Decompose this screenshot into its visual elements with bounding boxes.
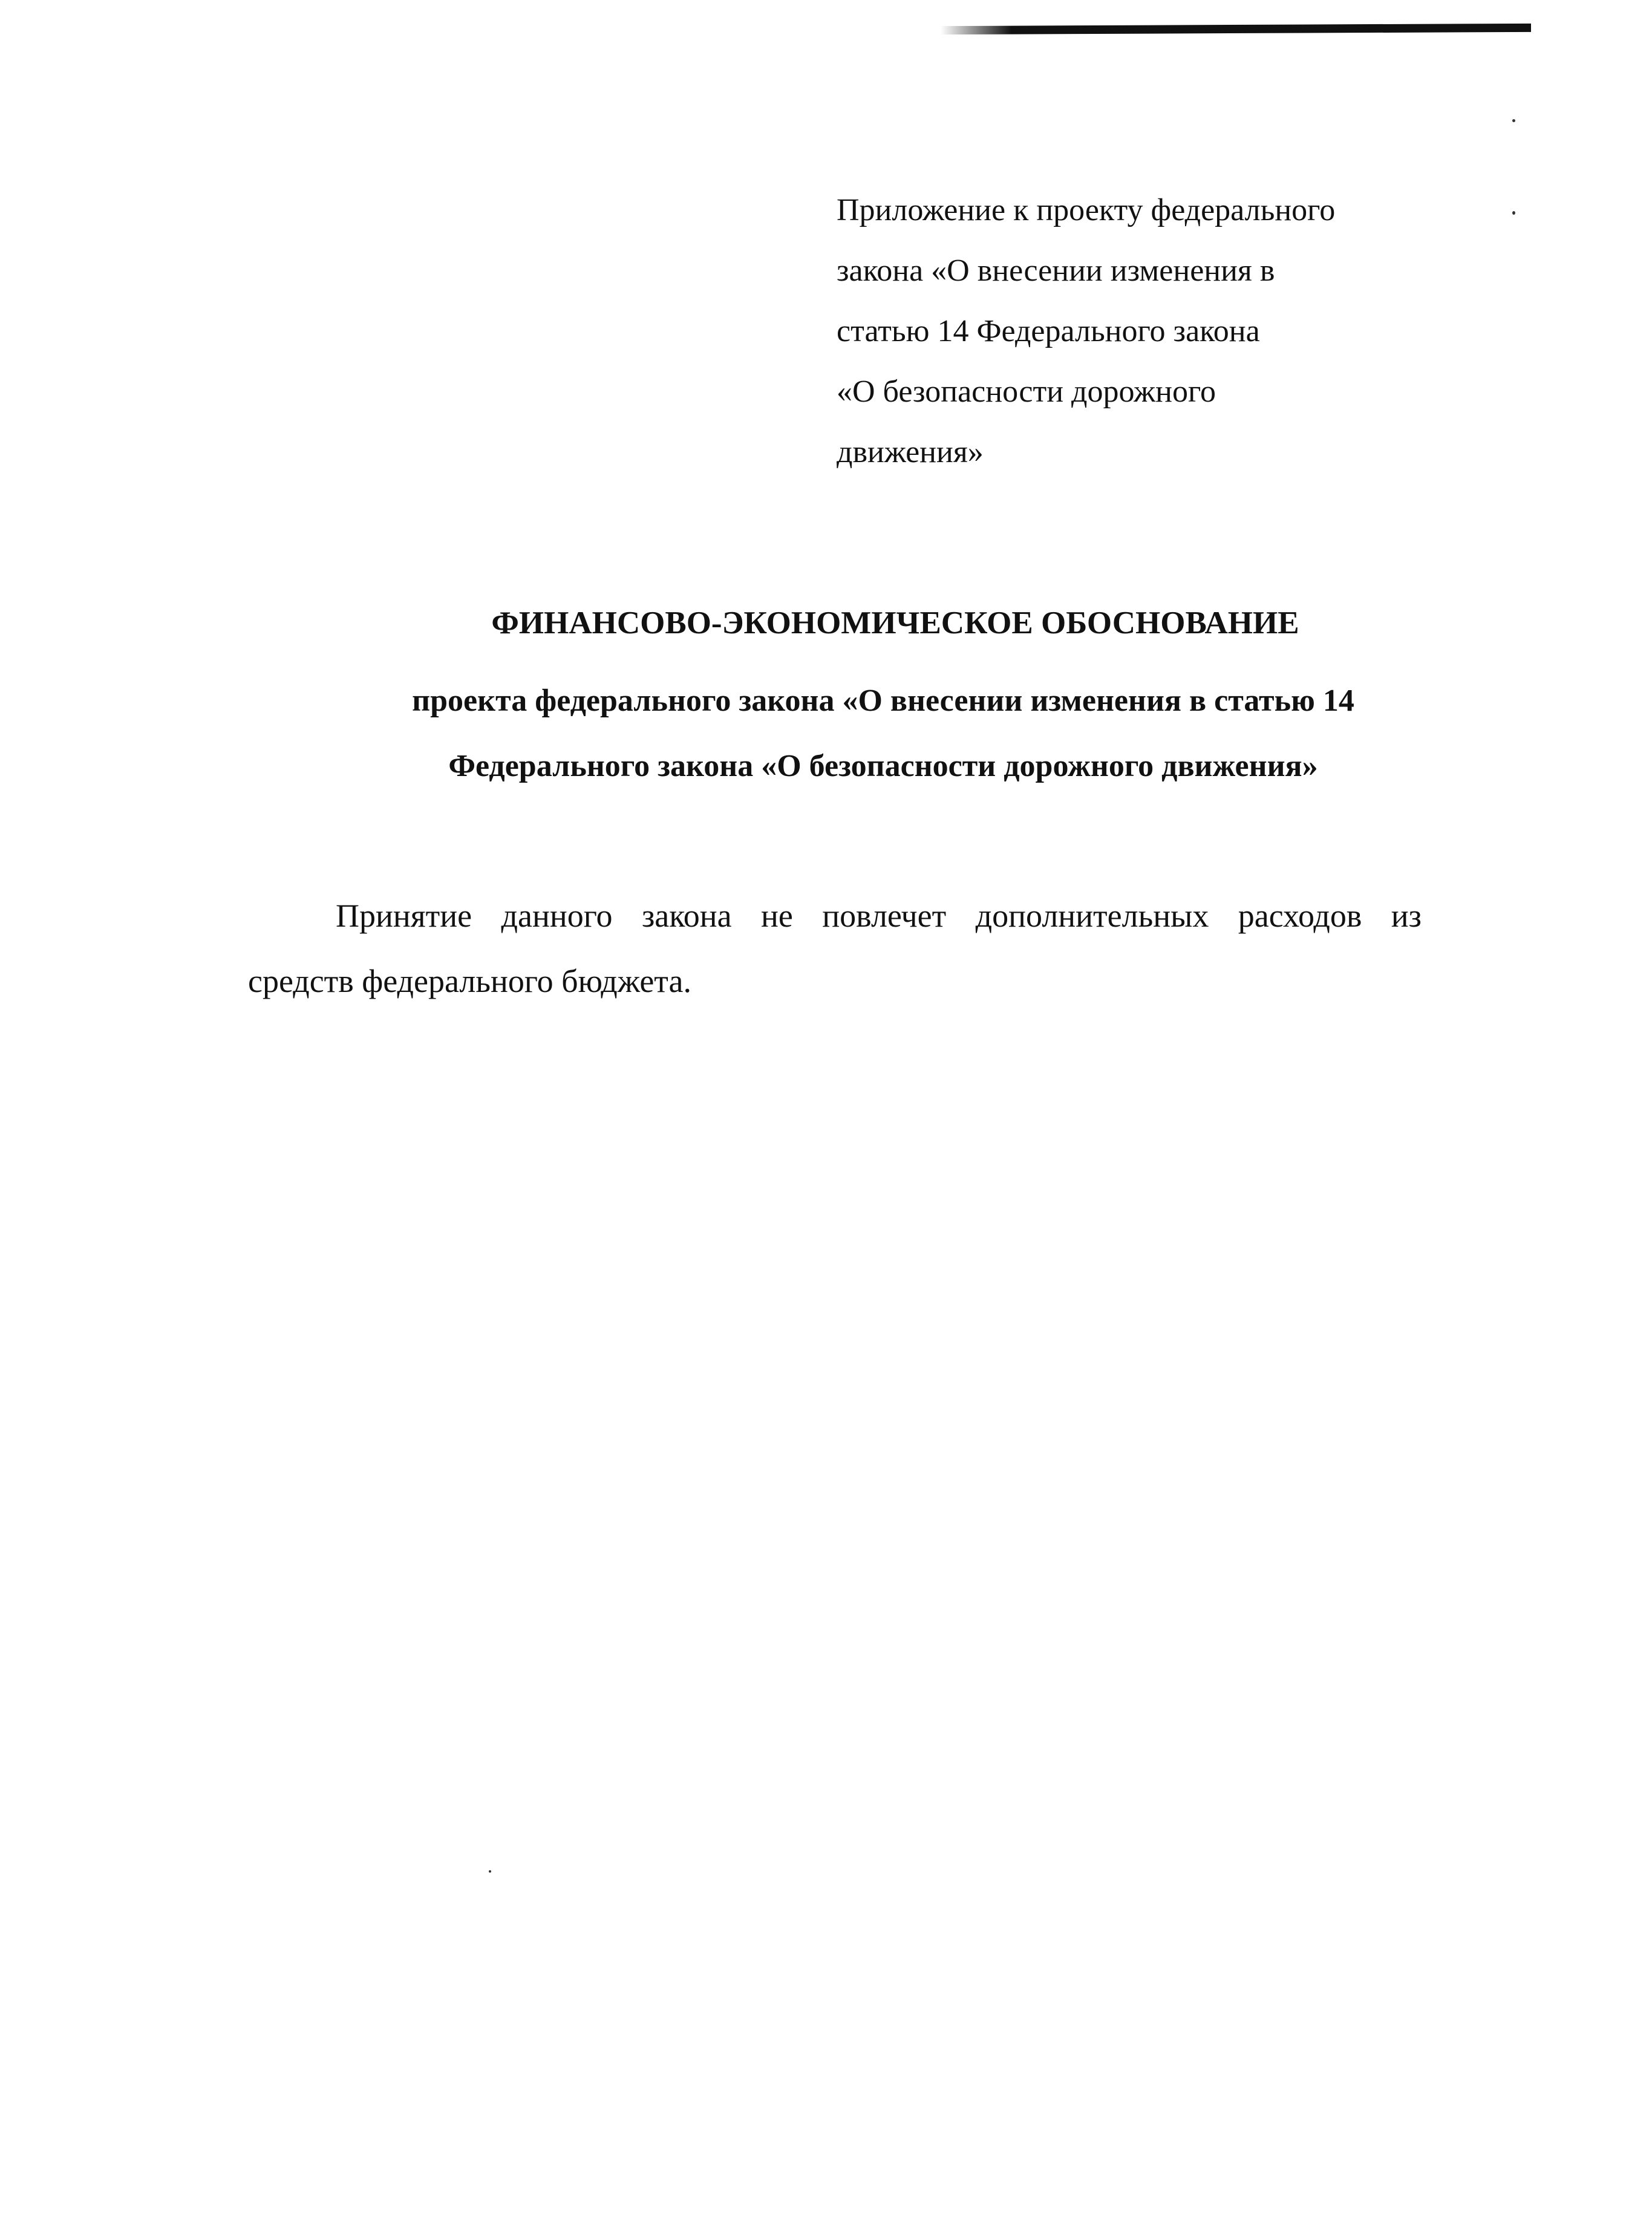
scan-speck	[1512, 211, 1515, 215]
body-line: Принятие данного закона не повлечет дополнительных расходов из	[336, 898, 1422, 934]
body-line: средств федерального бюджета.	[248, 963, 692, 999]
subtitle-line: проекта федерального закона «О внесении изменения в статью 14	[412, 683, 1354, 718]
document-title: ФИНАНСОВО-ЭКОНОМИЧЕСКОЕ ОБОСНОВАНИЕ	[491, 605, 1299, 641]
scan-speck	[1512, 119, 1515, 122]
appendix-line: закона «О внесении изменения в	[837, 253, 1275, 288]
appendix-line: «О безопасности дорожного	[837, 374, 1216, 409]
appendix-line: движения»	[837, 435, 984, 469]
appendix-line: Приложение к проекту федерального	[837, 193, 1336, 227]
body-paragraph	[248, 883, 1422, 1014]
document-subtitle	[339, 668, 1428, 799]
scan-speck	[489, 1870, 491, 1873]
appendix-note	[837, 180, 1441, 483]
appendix-line: статью 14 Федерального закона	[837, 314, 1260, 348]
scan-edge-artifact	[941, 24, 1531, 34]
subtitle-line: Федерального закона «О безопасности дорожного движения»	[448, 749, 1318, 783]
